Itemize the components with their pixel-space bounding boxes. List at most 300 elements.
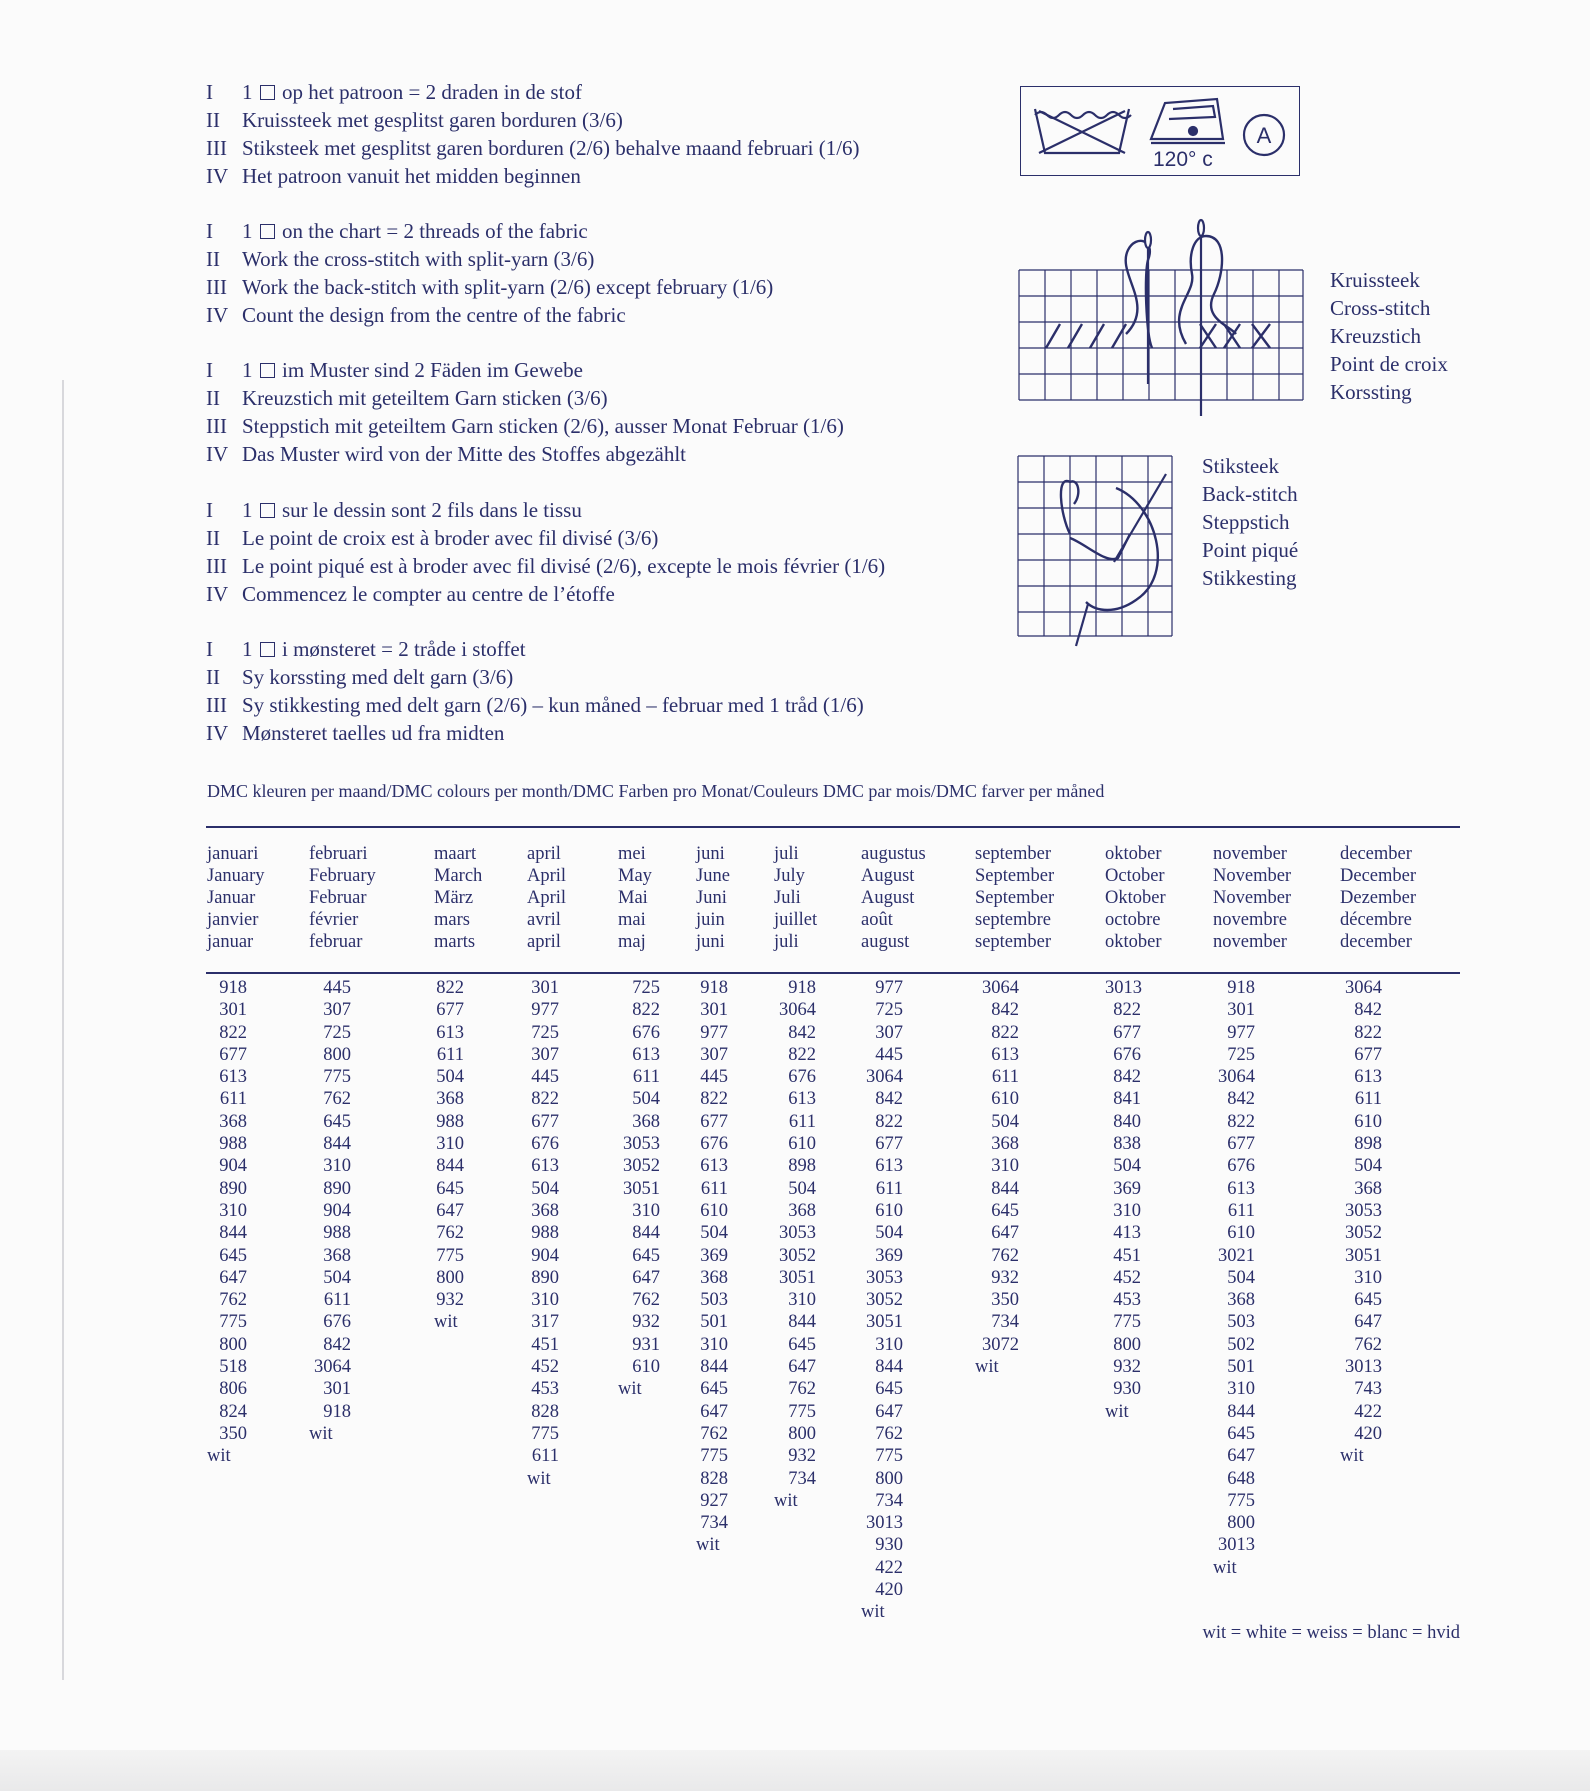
- colour-code: 310: [1227, 1379, 1255, 1400]
- colour-code: wit: [1105, 1401, 1129, 1422]
- month-name: April: [527, 888, 567, 908]
- colour-code: 844: [219, 1223, 247, 1244]
- colour-code: 775: [323, 1067, 351, 1088]
- instruction-number: IV: [206, 582, 229, 606]
- colour-code: 822: [875, 1111, 903, 1132]
- colour-code: 645: [323, 1111, 351, 1132]
- colour-code: 368: [219, 1111, 247, 1132]
- colour-code: 502: [1227, 1334, 1255, 1355]
- colour-code: 301: [323, 1379, 351, 1400]
- colour-code: 822: [632, 1000, 660, 1021]
- back-stitch-label: Stiksteek: [1202, 454, 1279, 478]
- month-name: oktober: [1105, 932, 1162, 952]
- colour-code: 800: [1227, 1513, 1255, 1534]
- instruction-number: III: [206, 275, 227, 299]
- colour-code: 368: [700, 1267, 728, 1288]
- month-name: February: [309, 866, 376, 886]
- colour-code: 3064: [1345, 978, 1382, 998]
- month-name: december: [1340, 932, 1412, 952]
- colour-code: wit: [861, 1602, 885, 1623]
- colour-code: 3064: [314, 1357, 351, 1378]
- colour-code: 676: [531, 1134, 559, 1155]
- instruction-block-de: [206, 356, 844, 468]
- colour-code: 3051: [1345, 1245, 1382, 1266]
- colour-code: 368: [531, 1200, 559, 1221]
- month-column: [1340, 843, 1417, 1467]
- instruction-line: [206, 78, 860, 106]
- colour-code: 844: [632, 1223, 660, 1244]
- colour-code: 904: [531, 1245, 559, 1266]
- colour-code: 3021: [1218, 1245, 1255, 1266]
- colour-code: wit: [527, 1468, 551, 1489]
- colour-code: 420: [875, 1580, 903, 1601]
- month-name: November: [1213, 866, 1292, 886]
- instruction-line: [206, 580, 885, 608]
- colour-code: 918: [788, 978, 816, 998]
- care-icons: [1021, 87, 1298, 174]
- month-name: april: [527, 844, 561, 864]
- colour-code: 307: [875, 1022, 903, 1043]
- month-name: décembre: [1340, 910, 1412, 930]
- colour-code: 725: [531, 1022, 559, 1043]
- colour-code: 504: [531, 1178, 559, 1199]
- colour-code: 504: [632, 1089, 660, 1110]
- colour-code: 734: [700, 1513, 728, 1534]
- colour-list: [975, 977, 1019, 1378]
- colour-code: 611: [991, 1067, 1019, 1088]
- instruction-line: [206, 217, 773, 245]
- instruction-number: III: [206, 554, 227, 578]
- colour-code: 501: [1227, 1357, 1255, 1378]
- instruction-text: Mønsteret taelles ud fra midten: [242, 721, 505, 745]
- instruction-line: [206, 384, 844, 412]
- instruction-text: Kreuzstich mit geteiltem Garn sticken (3/6): [242, 386, 608, 410]
- colour-code: 932: [991, 1267, 1019, 1288]
- month-name: October: [1105, 866, 1165, 886]
- month-name: avril: [527, 910, 561, 930]
- colour-code: 800: [788, 1423, 816, 1444]
- colour-code: wit: [309, 1423, 333, 1444]
- colour-code: 932: [632, 1312, 660, 1333]
- colour-code: 613: [991, 1044, 1019, 1065]
- colour-code: 822: [436, 978, 464, 998]
- colour-code: 844: [700, 1357, 728, 1378]
- colour-code: 988: [436, 1111, 464, 1132]
- colour-code: 613: [875, 1156, 903, 1177]
- colour-code: 613: [1227, 1178, 1255, 1199]
- cross-stitch-label: Kreuzstich: [1330, 324, 1421, 348]
- colour-code: 3064: [779, 1000, 816, 1021]
- colour-code: 725: [632, 978, 660, 998]
- month-header: [618, 843, 652, 953]
- colour-code: 445: [700, 1067, 728, 1088]
- colour-code: 676: [1227, 1156, 1255, 1177]
- month-header: [309, 843, 376, 953]
- colour-code: 822: [219, 1022, 247, 1043]
- colour-list: [861, 977, 903, 1624]
- month-name: August: [861, 888, 915, 908]
- colour-code: 828: [700, 1468, 728, 1489]
- colour-code: 844: [323, 1134, 351, 1155]
- instruction-line: [206, 245, 773, 273]
- colour-code: 611: [531, 1446, 559, 1467]
- colour-code: 842: [991, 1000, 1019, 1021]
- colour-code: 3052: [779, 1245, 816, 1266]
- colour-code: 775: [875, 1446, 903, 1467]
- colour-code: 775: [700, 1446, 728, 1467]
- colour-code: 451: [531, 1334, 559, 1355]
- instruction-text: Stiksteek met gesplitst garen borduren (2/6) behalve maand februari (1/6): [242, 136, 860, 160]
- colour-code: 932: [1113, 1357, 1141, 1378]
- colour-code: 930: [1113, 1379, 1141, 1400]
- month-name: september: [975, 844, 1052, 864]
- chart-square-icon: [260, 642, 275, 657]
- instruction-rest: im Muster sind 2 Fäden im Gewebe: [282, 358, 583, 382]
- month-header: [1340, 843, 1416, 953]
- colour-code: 310: [531, 1290, 559, 1311]
- colour-code: 501: [700, 1312, 728, 1333]
- colour-code: 840: [1113, 1111, 1141, 1132]
- month-name: juni: [696, 844, 725, 864]
- colour-code: 824: [219, 1401, 247, 1422]
- colour-code: 369: [875, 1245, 903, 1266]
- colour-code: 504: [875, 1223, 903, 1244]
- month-name: august: [861, 932, 910, 952]
- instruction-line: [206, 162, 860, 190]
- colour-code: 648: [1227, 1468, 1255, 1489]
- colour-code: 645: [700, 1379, 728, 1400]
- instruction-line: [206, 440, 844, 468]
- month-header: [527, 843, 566, 953]
- colour-code: 775: [1113, 1312, 1141, 1333]
- colour-code: 645: [875, 1379, 903, 1400]
- month-name: maj: [618, 932, 646, 952]
- instruction-line: [206, 635, 864, 663]
- colour-code: 762: [323, 1089, 351, 1110]
- colour-code: 676: [700, 1134, 728, 1155]
- care-symbols-box: [1020, 86, 1300, 176]
- colour-code: 310: [700, 1334, 728, 1355]
- colour-code: 988: [323, 1223, 351, 1244]
- colour-code: 988: [531, 1223, 559, 1244]
- instruction-line: [206, 691, 864, 719]
- month-column: [434, 843, 483, 1333]
- month-name: août: [861, 910, 893, 930]
- colour-code: 677: [219, 1044, 247, 1065]
- month-column: [207, 843, 265, 1467]
- cross-stitch-label: Kruissteek: [1330, 268, 1420, 292]
- back-stitch-label: Point piqué: [1202, 538, 1299, 562]
- colour-code: 3064: [1218, 1067, 1255, 1088]
- month-name: mei: [618, 844, 646, 864]
- month-name: April: [527, 866, 567, 886]
- colour-code: 610: [1354, 1111, 1382, 1132]
- colour-code: 611: [700, 1178, 728, 1199]
- instruction-line: [206, 663, 864, 691]
- month-name: June: [696, 866, 730, 886]
- instruction-number: II: [206, 386, 220, 410]
- colour-code: 844: [1227, 1401, 1255, 1422]
- colour-code: 369: [700, 1245, 728, 1266]
- colour-code: 842: [788, 1022, 816, 1043]
- colour-code: wit: [1340, 1446, 1364, 1467]
- colour-code: 677: [1113, 1022, 1141, 1043]
- instruction-line: [206, 273, 773, 301]
- colour-code: 3051: [779, 1267, 816, 1288]
- back-stitch-label: Back-stitch: [1202, 482, 1298, 506]
- colour-code: 610: [632, 1357, 660, 1378]
- colour-code: 310: [1354, 1267, 1382, 1288]
- colour-code: 647: [632, 1267, 660, 1288]
- colour-code: 677: [700, 1111, 728, 1132]
- colour-code: 775: [219, 1312, 247, 1333]
- instruction-block-da: [206, 635, 864, 747]
- colour-code: 445: [531, 1067, 559, 1088]
- colour-code: 613: [531, 1156, 559, 1177]
- colour-code: 927: [700, 1490, 728, 1511]
- colour-list: [696, 977, 728, 1557]
- colour-code: 725: [875, 1000, 903, 1021]
- instruction-count: 1: [242, 219, 253, 243]
- colour-code: 977: [1227, 1022, 1255, 1043]
- colour-code: 3053: [623, 1134, 660, 1155]
- colour-table-caption: DMC kleuren per maand/DMC colours per month/DMC Farben pro Monat/Couleurs DMC par mois/DMC farver per måned: [207, 781, 1105, 801]
- colour-code: 613: [436, 1022, 464, 1043]
- colour-code: 368: [788, 1200, 816, 1221]
- colour-code: 452: [1113, 1267, 1141, 1288]
- no-wash-icon: [1035, 109, 1131, 153]
- colour-code: 844: [991, 1178, 1019, 1199]
- colour-code: wit: [434, 1312, 458, 1333]
- colour-code: 647: [875, 1401, 903, 1422]
- instruction-text: Work the cross-stitch with split-yarn (3/6): [242, 247, 595, 271]
- instruction-text: Het patroon vanuit het midden beginnen: [242, 164, 581, 188]
- instruction-text: Count the design from the centre of the fabric: [242, 303, 626, 327]
- month-name: augustus: [861, 844, 926, 864]
- colour-code: 3053: [779, 1223, 816, 1244]
- colour-code: 645: [788, 1334, 816, 1355]
- colour-code: wit: [1213, 1557, 1237, 1578]
- colour-code: 647: [1354, 1312, 1382, 1333]
- instruction-text: Le point piqué est à broder avec fil divisé (2/6), excepte le mois février (1/6): [242, 554, 886, 578]
- month-name: Januar: [207, 888, 256, 908]
- colour-code: 734: [875, 1490, 903, 1511]
- colour-code: 844: [788, 1312, 816, 1333]
- colour-code: 453: [531, 1379, 559, 1400]
- instruction-number: II: [206, 108, 220, 132]
- colour-code: 743: [1354, 1379, 1382, 1400]
- colour-code: 3072: [982, 1334, 1019, 1355]
- colour-code: 677: [1354, 1044, 1382, 1065]
- colour-code: 822: [991, 1022, 1019, 1043]
- colour-code: 841: [1113, 1089, 1141, 1110]
- instruction-rest: op het patroon = 2 draden in de stof: [282, 80, 582, 104]
- colour-code: 842: [1113, 1067, 1141, 1088]
- month-name: juni: [696, 932, 725, 952]
- month-name: mars: [434, 910, 470, 930]
- table-top-rule: [206, 826, 1460, 828]
- colour-code: 822: [1227, 1111, 1255, 1132]
- instruction-number: I: [206, 219, 213, 243]
- colour-code: 676: [1113, 1044, 1141, 1065]
- colour-code: 677: [1227, 1134, 1255, 1155]
- instruction-text: [242, 356, 583, 384]
- colour-code: 800: [1113, 1334, 1141, 1355]
- instruction-line: [206, 719, 864, 747]
- colour-code: wit: [207, 1446, 231, 1467]
- colour-code: 645: [1227, 1423, 1255, 1444]
- colour-code: 898: [1354, 1134, 1382, 1155]
- month-name: janvier: [207, 910, 259, 930]
- colour-code: 842: [323, 1334, 351, 1355]
- colour-code: 762: [1354, 1334, 1382, 1355]
- colour-code: 610: [875, 1200, 903, 1221]
- page-edge-shadow: [62, 380, 64, 1680]
- month-name: Mai: [618, 888, 648, 908]
- colour-code: 904: [219, 1156, 247, 1177]
- colour-code: 800: [436, 1267, 464, 1288]
- colour-code: 725: [1227, 1044, 1255, 1065]
- colour-code: wit: [774, 1490, 798, 1511]
- instruction-number: IV: [206, 721, 229, 745]
- colour-code: 611: [323, 1290, 351, 1311]
- back-stitch-diagram: [1016, 454, 1176, 650]
- month-column: [975, 843, 1055, 1378]
- colour-code: 611: [219, 1089, 247, 1110]
- colour-code: 806: [219, 1379, 247, 1400]
- colour-code: 368: [436, 1089, 464, 1110]
- cross-stitch-label: Korssting: [1330, 380, 1412, 404]
- cross-stitch-label: Point de croix: [1330, 352, 1448, 376]
- instruction-line: [206, 496, 885, 524]
- colour-code: 445: [323, 978, 351, 998]
- colour-code: 842: [1354, 1000, 1382, 1021]
- iron-icon: [1151, 99, 1225, 143]
- month-name: octobre: [1105, 910, 1161, 930]
- colour-code: 3053: [1345, 1200, 1382, 1221]
- colour-code: 762: [788, 1379, 816, 1400]
- colour-code: 301: [700, 1000, 728, 1021]
- month-name: January: [207, 866, 265, 886]
- colour-code: 368: [1354, 1178, 1382, 1199]
- colour-code: 3053: [866, 1267, 903, 1288]
- colour-code: 676: [632, 1022, 660, 1043]
- colour-code: 610: [1227, 1223, 1255, 1244]
- chart-square-icon: [260, 363, 275, 378]
- colour-code: 613: [632, 1044, 660, 1065]
- colour-code: 930: [875, 1535, 903, 1556]
- instruction-number: IV: [206, 164, 229, 188]
- colour-code: 350: [219, 1423, 247, 1444]
- colour-code: 310: [991, 1156, 1019, 1177]
- colour-code: 3051: [866, 1312, 903, 1333]
- colour-code: 610: [700, 1200, 728, 1221]
- colour-code: 504: [436, 1067, 464, 1088]
- month-name: Juni: [696, 888, 727, 908]
- colour-code: 611: [875, 1178, 903, 1199]
- chart-square-icon: [260, 224, 275, 239]
- month-header: [975, 843, 1054, 953]
- colour-code: 762: [991, 1245, 1019, 1266]
- instruction-text: Sy stikkesting med delt garn (2/6) – kun måned – februar med 1 tråd (1/6): [242, 693, 864, 717]
- colour-code: 904: [323, 1200, 351, 1221]
- colour-code: 422: [1354, 1401, 1382, 1422]
- colour-code: 3013: [1345, 1357, 1382, 1378]
- month-column: [774, 843, 818, 1511]
- month-column: [309, 843, 376, 1444]
- colour-code: 775: [1227, 1490, 1255, 1511]
- month-column: [861, 843, 926, 1623]
- instruction-rest: on the chart = 2 threads of the fabric: [282, 219, 588, 243]
- colour-code: 504: [700, 1223, 728, 1244]
- colour-code: 890: [531, 1267, 559, 1288]
- colour-code: 800: [219, 1334, 247, 1355]
- colour-code: 301: [1227, 1000, 1255, 1021]
- month-name: Oktober: [1105, 888, 1166, 908]
- colour-list: [1105, 977, 1141, 1423]
- month-name: July: [774, 866, 805, 886]
- colour-code: 734: [788, 1468, 816, 1489]
- colour-code: 725: [323, 1022, 351, 1043]
- colour-list: [774, 977, 816, 1512]
- month-name: maart: [434, 844, 477, 864]
- colour-code: wit: [975, 1357, 999, 1378]
- colour-code: 977: [875, 978, 903, 998]
- colour-list: [527, 977, 559, 1490]
- colour-code: 800: [323, 1044, 351, 1065]
- month-name: oktober: [1105, 844, 1162, 864]
- instruction-block-fr: [206, 496, 885, 608]
- cross-stitch-labels: [1330, 266, 1448, 406]
- colour-code: 677: [436, 1000, 464, 1021]
- colour-code: 613: [700, 1156, 728, 1177]
- colour-code: 645: [1354, 1290, 1382, 1311]
- colour-code: 822: [1354, 1022, 1382, 1043]
- month-name: Dezember: [1340, 888, 1417, 908]
- colour-code: 677: [875, 1134, 903, 1155]
- colour-code: 413: [1113, 1223, 1141, 1244]
- month-name: december: [1340, 844, 1412, 864]
- month-name: novembre: [1213, 910, 1287, 930]
- instruction-block-nl: [206, 78, 860, 190]
- month-name: februar: [309, 932, 363, 952]
- cross-stitch-thread: [1046, 236, 1270, 348]
- colour-code: 647: [700, 1401, 728, 1422]
- month-header: [434, 843, 482, 953]
- colour-code: 3052: [1345, 1223, 1382, 1244]
- instruction-line: [206, 106, 860, 134]
- colour-list: [207, 977, 247, 1468]
- colour-code: wit: [696, 1535, 720, 1556]
- colour-code: wit: [618, 1379, 642, 1400]
- month-name: januari: [207, 844, 259, 864]
- colour-code: 610: [788, 1134, 816, 1155]
- instruction-number: III: [206, 414, 227, 438]
- month-name: November: [1213, 888, 1292, 908]
- colour-code: 3052: [866, 1290, 903, 1311]
- instruction-number: IV: [206, 442, 229, 466]
- colour-code: 3064: [866, 1067, 903, 1088]
- colour-code: 918: [219, 978, 247, 998]
- colour-code: 504: [991, 1111, 1019, 1132]
- month-name: December: [1340, 866, 1417, 886]
- instruction-line: [206, 412, 844, 440]
- dry-clean-symbol: A: [1256, 123, 1272, 148]
- colour-code: 307: [323, 1000, 351, 1021]
- month-name: juillet: [774, 910, 818, 930]
- colour-code: 503: [1227, 1312, 1255, 1333]
- instruction-count: 1: [242, 637, 253, 661]
